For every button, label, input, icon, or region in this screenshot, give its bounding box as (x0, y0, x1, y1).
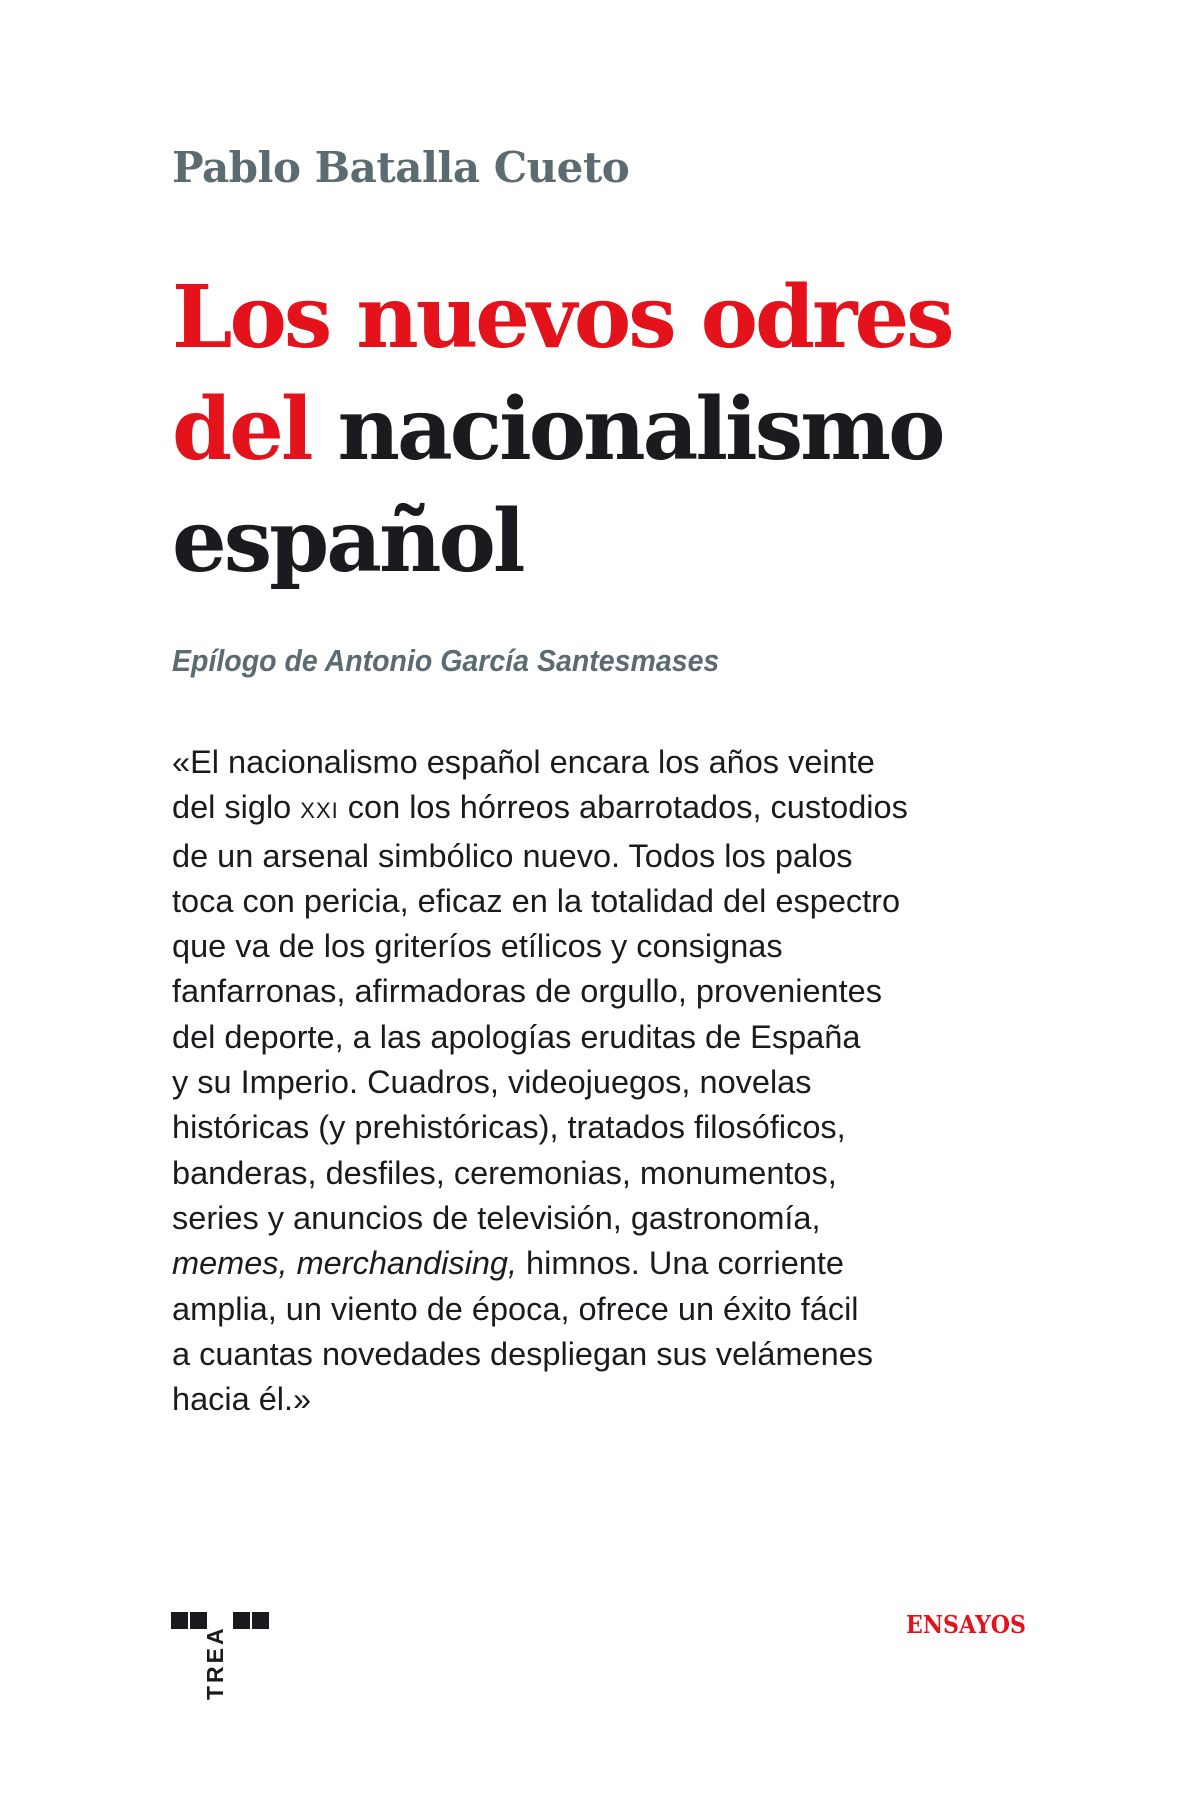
century-numeral: XXI (300, 798, 339, 824)
title-line-3: español (172, 491, 523, 592)
logo-square-icon (233, 1612, 250, 1629)
blurb-line: series y anuncios de televisión, gastronomía, (172, 1199, 821, 1236)
logo-square-icon (171, 1612, 188, 1629)
publisher-name: TREA (202, 1625, 228, 1700)
blurb-line (172, 785, 1072, 833)
blurb-line: banderas, desfiles, ceremonias, monumentos, (172, 1154, 837, 1191)
blurb-quote (172, 740, 1072, 1422)
title-word-del: del (172, 379, 311, 480)
title-line-1: Los nuevos odres (172, 267, 952, 368)
author-name: Pablo Batalla Cueto (172, 143, 630, 192)
series-label: ENSAYOS (906, 1610, 1026, 1639)
blurb-text: del siglo (172, 789, 301, 826)
blurb-line: que va de los griteríos etílicos y consignas (172, 928, 783, 965)
epilogue-credit: Epílogo de Antonio García Santesmases (172, 643, 720, 678)
blurb-text: himnos. Una corriente (517, 1245, 844, 1282)
book-title (172, 262, 1072, 598)
title-line-2 (172, 374, 1072, 486)
blurb-line: del deporte, a las apologías eruditas de España (172, 1018, 861, 1055)
blurb-italic: memes, merchandising, (172, 1245, 517, 1282)
blurb-line: históricas (y prehistóricas), tratados filosóficos, (172, 1109, 846, 1146)
blurb-text: con los hórreos abarrotados, custodios (338, 789, 908, 826)
blurb-line: amplia, un viento de época, ofrece un éxito fácil (172, 1290, 859, 1327)
blurb-line: toca con pericia, eficaz en la totalidad del espectro (172, 882, 901, 919)
blurb-line: y su Imperio. Cuadros, videojuegos, novelas (172, 1064, 812, 1101)
title-word-nacionalismo: nacionalismo (337, 379, 943, 480)
publisher-logo (171, 1612, 261, 1700)
logo-square-icon (252, 1612, 269, 1629)
blurb-line: hacia él.» (172, 1381, 312, 1418)
blurb-line: de un arsenal simbólico nuevo. Todos los palos (172, 837, 853, 874)
blurb-line: fanfarronas, afirmadoras de orgullo, provenientes (172, 973, 882, 1010)
blurb-line (172, 1241, 1072, 1286)
blurb-line: a cuantas novedades despliegan sus velámenes (172, 1335, 874, 1372)
blurb-line: «El nacionalismo español encara los años veinte (172, 744, 875, 780)
